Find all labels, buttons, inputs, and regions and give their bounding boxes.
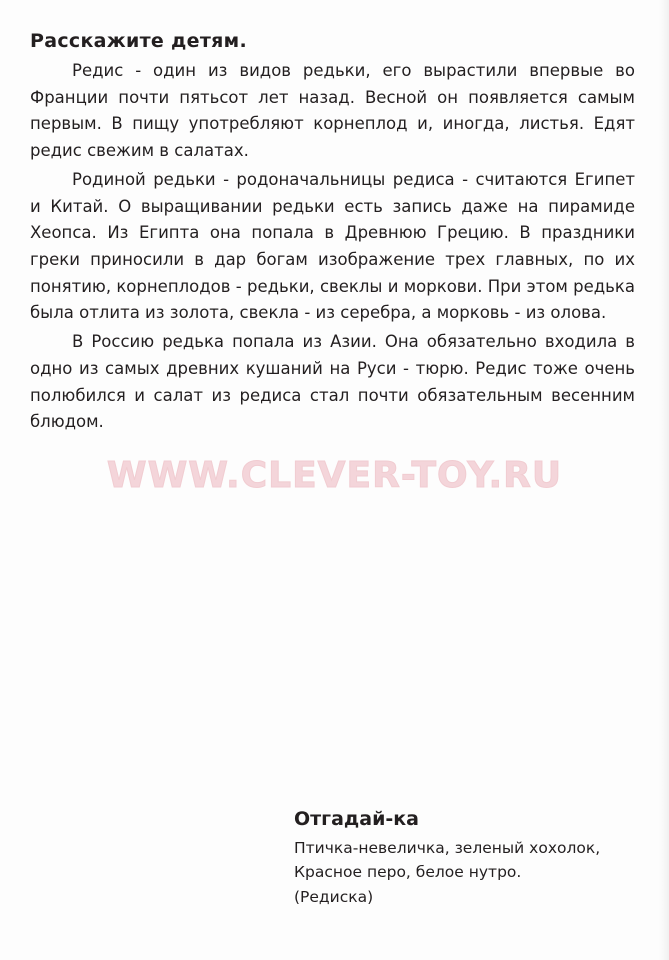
page-title: Расскажите детям.: [30, 30, 248, 52]
riddle-title: Отгадай-ка: [294, 808, 419, 830]
article-body: [30, 58, 635, 436]
riddle-answer: (Редиска): [294, 887, 374, 906]
paragraph-2: Родиной редьки - родоначальницы редиса - считаются Египет и Китай. О выращивании редьки есть запись даже на пирамиде Хеопса. Из Египта она попала в Древнюю Грецию. В праздники греки приносили в дар богам изображение трех главных, по их понятию, корнеплодов - редьки, свеклы и моркови. При этом редька была отлита из золота, свекла - из серебра, а морковь - из олова.: [30, 169, 635, 323]
riddle-line-1: Птичка-невеличка, зеленый хохолок,: [294, 839, 601, 857]
riddle-line-2: Красное перо, белое нутро.: [294, 863, 522, 882]
paragraph-1: Редис - один из видов редьки, его вырастили впервые во Франции почти пятьсот лет назад. Весной он появляется самым первым. В пищу употребляют корнеплод и, иногда, листья. Едят редис свежим в салатах.: [30, 61, 635, 161]
watermark: WWW.CLEVER-TOY.RU: [106, 455, 563, 496]
paragraph-3: В Россию редька попала из Азии. Она обязательно входила в одно из самых древних кушаний на Руси - тюрю. Редис тоже очень полюбился и салат из редиса стал почти обязательным весенним блюдом.: [30, 332, 635, 432]
riddle-block: [294, 808, 634, 909]
